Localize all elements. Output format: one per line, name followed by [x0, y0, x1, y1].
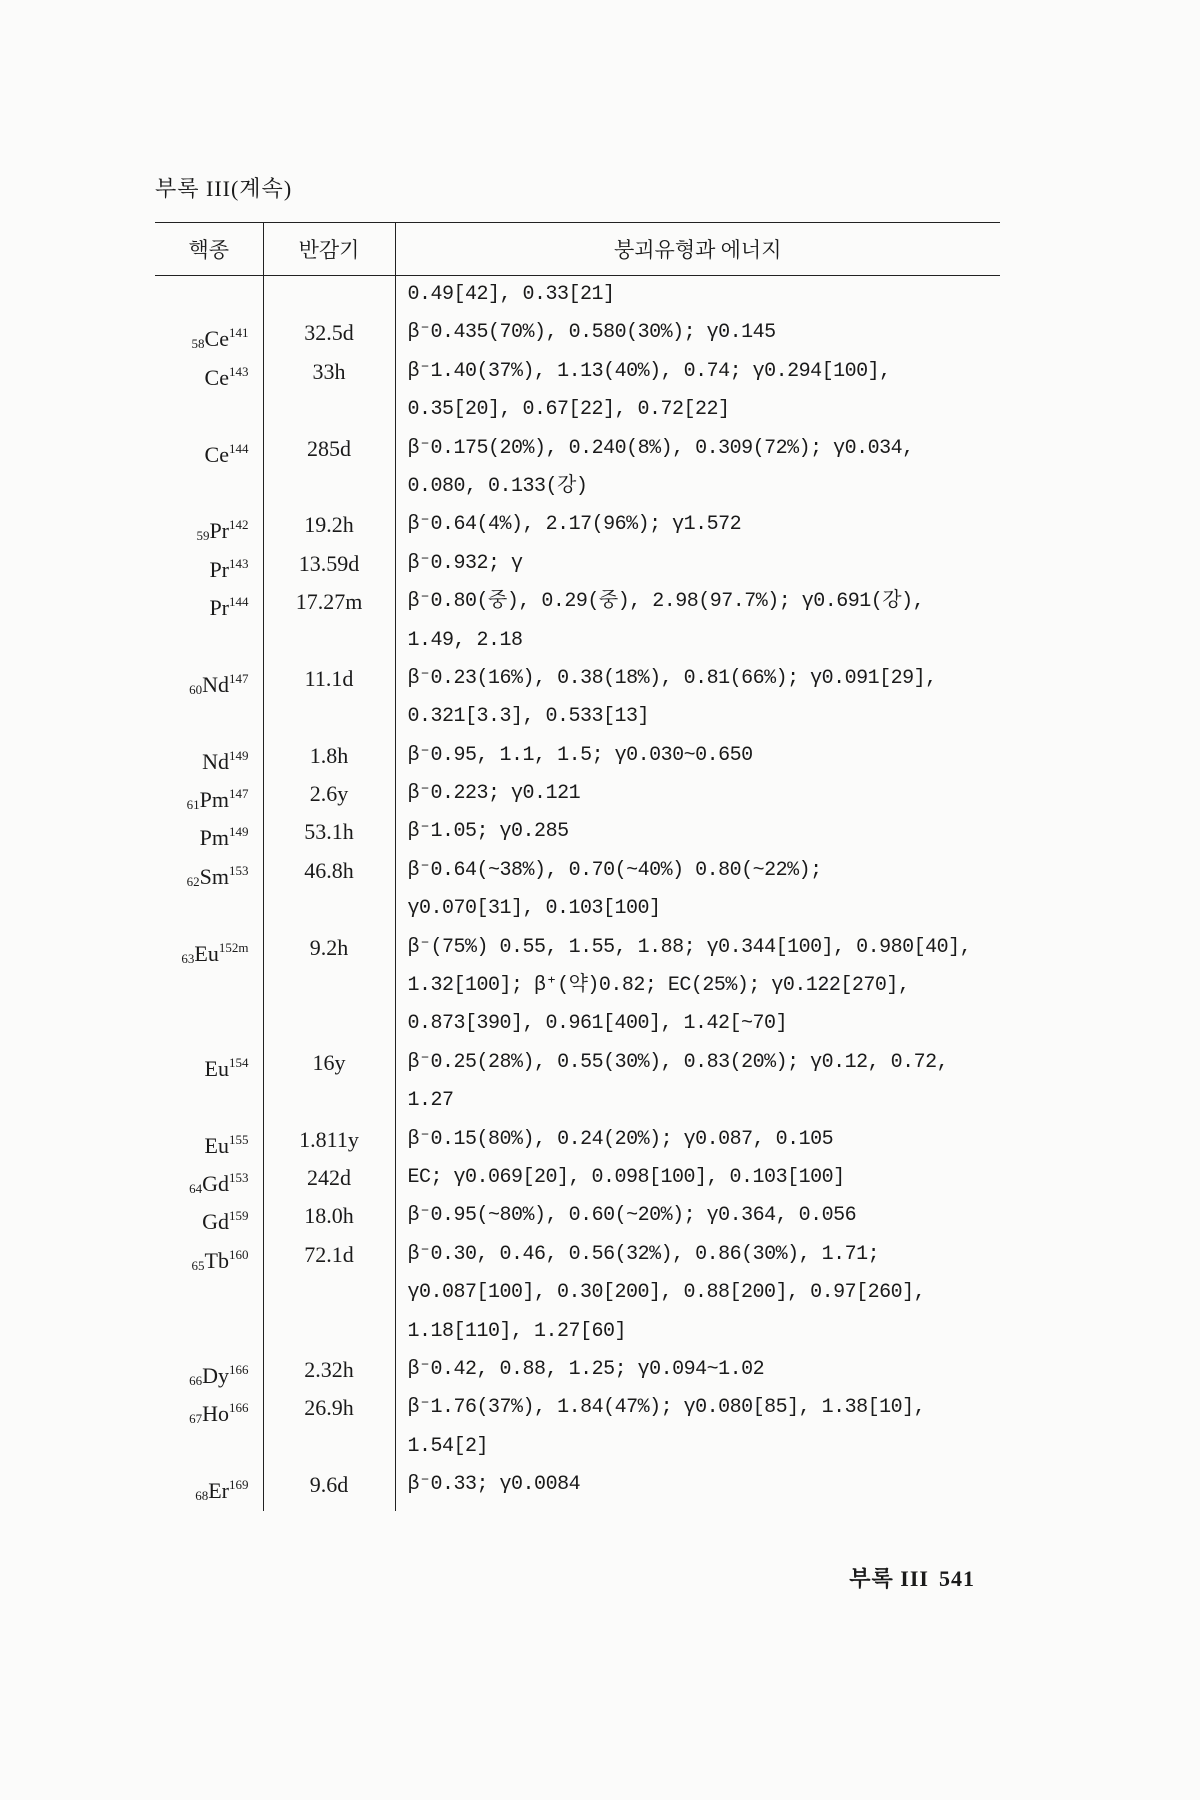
table-row — [155, 1197, 1000, 1235]
element-symbol: Eu — [204, 1055, 229, 1081]
decay-line: β⁻0.15(80%), 0.24(20%); γ0.087, 0.105 — [407, 1127, 834, 1151]
nuclide-cell — [155, 1159, 263, 1197]
decay-line: β⁻0.64(4%), 2.17(96%); γ1.572 — [407, 513, 742, 537]
nuclide-cell — [155, 775, 263, 813]
mass-number: 166 — [229, 1361, 249, 1377]
nuclide-cell — [155, 1197, 263, 1235]
column-header-nuclide: 핵종 — [155, 223, 263, 276]
nuclide-symbol — [155, 314, 249, 352]
nuclide-cell — [155, 506, 263, 544]
decay-line: β⁻0.23(16%), 0.38(18%), 0.81(66%); γ0.091[29], — [407, 666, 937, 690]
decay-line: 1.27 — [407, 1089, 454, 1113]
half-life-value: 285d — [307, 435, 351, 461]
element-symbol: Nd — [202, 748, 229, 774]
decay-cell — [395, 353, 1000, 430]
atomic-number: 67 — [189, 1411, 203, 1427]
nuclide-symbol — [155, 775, 249, 813]
nuclide-cell — [155, 1236, 263, 1351]
half-life-cell — [263, 929, 395, 1044]
page-footer — [849, 1562, 975, 1593]
table-row — [155, 1466, 1000, 1510]
table-row — [155, 506, 1000, 544]
decay-line: γ0.070[31], 0.103[100] — [407, 897, 661, 921]
mass-number: 153 — [229, 862, 249, 878]
atomic-number: 68 — [195, 1488, 209, 1504]
decay-line: 1.54[2] — [407, 1434, 489, 1458]
decay-line: 0.080, 0.133(강) — [407, 474, 588, 498]
half-life-value: 2.32h — [304, 1356, 354, 1382]
footer-section: 부록 III — [849, 1566, 929, 1591]
decay-cell — [395, 1121, 1000, 1159]
half-life-value: 242d — [307, 1164, 351, 1190]
half-life-value: 19.2h — [304, 512, 354, 538]
half-life-cell — [263, 1159, 395, 1197]
decay-cell — [395, 1044, 1000, 1121]
element-symbol: Pm — [199, 825, 229, 851]
mass-number: 155 — [229, 1131, 249, 1147]
atomic-number: 58 — [191, 336, 205, 352]
decay-cell — [395, 929, 1000, 1044]
decay-cell — [395, 1197, 1000, 1235]
half-life-cell — [263, 314, 395, 352]
nuclide-symbol — [155, 1121, 249, 1159]
page-number: 541 — [939, 1566, 975, 1591]
nuclide-symbol — [155, 276, 249, 314]
half-life-value: 33h — [312, 358, 346, 384]
decay-line: β⁻0.25(28%), 0.55(30%), 0.83(20%); γ0.12, 0.72, — [407, 1050, 949, 1074]
decay-line: β⁻0.175(20%), 0.240(8%), 0.309(72%); γ0.034, — [407, 436, 914, 460]
table-row — [155, 353, 1000, 430]
half-life-cell — [263, 1466, 395, 1510]
nuclide-cell — [155, 813, 263, 851]
decay-line: β⁻0.64(~38%), 0.70(~40%) 0.80(~22%); — [407, 858, 822, 882]
atomic-number: 66 — [189, 1372, 203, 1388]
table-row — [155, 583, 1000, 660]
nuclide-symbol — [155, 1466, 249, 1504]
mass-number: 147 — [229, 670, 249, 686]
element-symbol: Eu — [194, 940, 219, 966]
mass-number: 144 — [229, 594, 249, 610]
table-row — [155, 430, 1000, 507]
decay-cell — [395, 1159, 1000, 1197]
decay-cell — [395, 737, 1000, 775]
half-life-value — [264, 276, 395, 314]
mass-number: 152m — [218, 939, 249, 955]
half-life-cell — [263, 276, 395, 315]
mass-number: 147 — [229, 786, 249, 802]
element-symbol: Pr — [209, 518, 229, 544]
decay-line: β⁻0.30, 0.46, 0.56(32%), 0.86(30%), 1.71; — [407, 1242, 880, 1266]
element-symbol: Dy — [202, 1362, 229, 1388]
element-symbol: Tb — [204, 1247, 229, 1273]
nuclide-symbol — [155, 737, 249, 775]
nuclide-symbol — [155, 813, 249, 851]
decay-line: β⁻0.80(중), 0.29(중), 2.98(97.7%); γ0.691(강), — [407, 590, 925, 614]
table-row — [155, 1159, 1000, 1197]
nuclide-cell — [155, 1121, 263, 1159]
decay-line: β⁻0.435(70%), 0.580(30%); γ0.145 — [407, 321, 776, 345]
nuclide-cell — [155, 1351, 263, 1389]
decay-line: 0.35[20], 0.67[22], 0.72[22] — [407, 398, 730, 422]
atomic-number: 62 — [186, 873, 200, 889]
table-row — [155, 737, 1000, 775]
table-row — [155, 1389, 1000, 1466]
page-header: 부록 III(계속) — [155, 176, 293, 201]
nuclide-symbol — [155, 430, 249, 468]
nuclide-symbol — [155, 929, 249, 967]
half-life-cell — [263, 1121, 395, 1159]
table-row — [155, 545, 1000, 583]
decay-line: β⁻0.33; γ0.0084 — [407, 1473, 581, 1497]
decay-cell — [395, 506, 1000, 544]
decay-cell — [395, 583, 1000, 660]
mass-number: 144 — [229, 440, 249, 456]
element-symbol: Eu — [204, 1132, 229, 1158]
half-life-value: 9.2h — [309, 934, 349, 960]
nuclide-cell — [155, 1466, 263, 1510]
nuclide-symbol — [155, 1389, 249, 1427]
decay-line: β⁻(75%) 0.55, 1.55, 1.88; γ0.344[100], 0.980[40], — [407, 935, 972, 959]
mass-number: 149 — [229, 824, 249, 840]
decay-line: β⁻0.932; γ — [407, 551, 523, 575]
half-life-cell — [263, 1236, 395, 1351]
element-symbol: Nd — [202, 671, 229, 697]
decay-line: 1.49, 2.18 — [407, 628, 523, 652]
atomic-number: 65 — [191, 1257, 205, 1273]
atomic-number: 63 — [181, 950, 195, 966]
decay-cell — [395, 1466, 1000, 1510]
mass-number: 169 — [229, 1477, 249, 1493]
nuclide-cell — [155, 545, 263, 583]
decay-cell — [395, 545, 1000, 583]
mass-number: 141 — [229, 325, 249, 341]
element-symbol: Pr — [209, 595, 229, 621]
decay-cell — [395, 314, 1000, 352]
half-life-value: 16y — [312, 1049, 346, 1075]
decay-line: 1.32[100]; β⁺(약)0.82; EC(25%); γ0.122[270], — [407, 974, 910, 998]
decay-cell — [395, 1351, 1000, 1389]
nuclide-cell — [155, 314, 263, 352]
half-life-value: 11.1d — [304, 665, 354, 691]
half-life-cell — [263, 737, 395, 775]
mass-number: 149 — [229, 747, 249, 763]
half-life-cell — [263, 545, 395, 583]
decay-line: β⁻0.95, 1.1, 1.5; γ0.030~0.650 — [407, 743, 753, 767]
table-row — [155, 929, 1000, 1044]
nuclide-cell — [155, 660, 263, 737]
decay-line: β⁻1.40(37%), 1.13(40%), 0.74; γ0.294[100], — [407, 359, 891, 383]
table-row — [155, 1351, 1000, 1389]
half-life-value: 17.27m — [295, 589, 363, 615]
half-life-cell — [263, 852, 395, 929]
half-life-cell — [263, 430, 395, 507]
table-header-row — [155, 223, 1000, 276]
nuclide-symbol — [155, 506, 249, 544]
decay-cell — [395, 852, 1000, 929]
column-header-half-life: 반감기 — [263, 223, 395, 276]
element-symbol: Gd — [202, 1170, 229, 1196]
nuclide-symbol — [155, 1197, 249, 1235]
element-symbol: Pm — [199, 787, 229, 813]
table-row — [155, 660, 1000, 737]
element-symbol: Er — [208, 1478, 229, 1504]
nuclide-symbol — [155, 1159, 249, 1197]
half-life-cell — [263, 353, 395, 430]
nuclide-cell — [155, 929, 263, 1044]
table-row — [155, 852, 1000, 929]
atomic-number: 59 — [196, 528, 210, 544]
nuclide-symbol — [155, 583, 249, 621]
nuclide-cell — [155, 276, 263, 315]
decay-line: EC; γ0.069[20], 0.098[100], 0.103[100] — [407, 1165, 845, 1189]
table-row — [155, 813, 1000, 851]
atomic-number: 61 — [186, 797, 200, 813]
element-symbol: Sm — [199, 863, 229, 889]
nuclide-symbol — [155, 660, 249, 698]
half-life-value: 46.8h — [304, 857, 354, 883]
decay-line: β⁻1.05; γ0.285 — [407, 820, 569, 844]
mass-number: 153 — [229, 1169, 249, 1185]
decay-line: 1.18[110], 1.27[60] — [407, 1319, 627, 1343]
nuclide-symbol — [155, 1236, 249, 1274]
element-symbol: Pr — [209, 556, 229, 582]
half-life-value: 32.5d — [304, 320, 354, 346]
decay-line: β⁻0.42, 0.88, 1.25; γ0.094~1.02 — [407, 1357, 765, 1381]
nuclide-symbol — [155, 545, 249, 583]
half-life-value: 13.59d — [298, 550, 360, 576]
element-symbol: Ho — [202, 1401, 229, 1427]
mass-number: 160 — [229, 1246, 249, 1262]
decay-line: β⁻1.76(37%), 1.84(47%); γ0.080[85], 1.38[10], — [407, 1396, 926, 1420]
table-row — [155, 775, 1000, 813]
decay-line: γ0.087[100], 0.30[200], 0.88[200], 0.97[260], — [407, 1281, 926, 1305]
half-life-value: 9.6d — [309, 1472, 349, 1498]
half-life-cell — [263, 660, 395, 737]
mass-number: 154 — [229, 1054, 249, 1070]
half-life-value: 53.1h — [304, 819, 354, 845]
decay-cell — [395, 775, 1000, 813]
half-life-value: 18.0h — [304, 1203, 354, 1229]
half-life-cell — [263, 1197, 395, 1235]
mass-number: 143 — [229, 363, 249, 379]
nuclide-table-container — [155, 222, 1000, 1511]
half-life-value: 26.9h — [304, 1395, 354, 1421]
nuclide-cell — [155, 430, 263, 507]
decay-line: 0.873[390], 0.961[400], 1.42[~70] — [407, 1012, 788, 1036]
half-life-cell — [263, 1044, 395, 1121]
nuclide-cell — [155, 1389, 263, 1466]
mass-number: 159 — [229, 1208, 249, 1224]
half-life-cell — [263, 506, 395, 544]
nuclide-cell — [155, 737, 263, 775]
mass-number: 143 — [229, 555, 249, 571]
column-header-decay: 붕괴유형과 에너지 — [395, 223, 1000, 276]
table-row — [155, 1044, 1000, 1121]
half-life-value: 72.1d — [304, 1241, 354, 1267]
half-life-value: 1.8h — [309, 742, 349, 768]
half-life-cell — [263, 1389, 395, 1466]
nuclide-cell — [155, 852, 263, 929]
half-life-cell — [263, 813, 395, 851]
half-life-cell — [263, 1351, 395, 1389]
element-symbol: Gd — [202, 1209, 229, 1235]
decay-cell — [395, 660, 1000, 737]
element-symbol: Ce — [204, 326, 229, 352]
table-body — [155, 276, 1000, 1511]
nuclide-cell — [155, 583, 263, 660]
atomic-number: 64 — [189, 1180, 203, 1196]
mass-number: 142 — [229, 517, 249, 533]
mass-number: 166 — [229, 1400, 249, 1416]
nuclide-table — [155, 222, 1000, 1511]
table-row — [155, 276, 1000, 315]
element-symbol: Ce — [204, 364, 229, 390]
decay-cell — [395, 276, 1000, 315]
half-life-cell — [263, 583, 395, 660]
nuclide-symbol — [155, 1044, 249, 1082]
half-life-value: 2.6y — [309, 781, 349, 807]
nuclide-symbol — [155, 1351, 249, 1389]
decay-cell — [395, 430, 1000, 507]
half-life-value: 1.811y — [299, 1126, 359, 1152]
half-life-cell — [263, 775, 395, 813]
decay-cell — [395, 1389, 1000, 1466]
table-row — [155, 1236, 1000, 1351]
atomic-number: 60 — [189, 681, 203, 697]
element-symbol: Ce — [204, 441, 229, 467]
decay-cell — [395, 813, 1000, 851]
decay-line: 0.49[42], 0.33[21] — [407, 283, 615, 306]
table-row — [155, 1121, 1000, 1159]
nuclide-symbol — [155, 353, 249, 391]
nuclide-cell — [155, 1044, 263, 1121]
decay-cell — [395, 1236, 1000, 1351]
table-row — [155, 314, 1000, 352]
decay-line: β⁻0.95(~80%), 0.60(~20%); γ0.364, 0.056 — [407, 1204, 857, 1228]
decay-line: 0.321[3.3], 0.533[13] — [407, 705, 650, 729]
nuclide-cell — [155, 353, 263, 430]
nuclide-symbol — [155, 852, 249, 890]
decay-line: β⁻0.223; γ0.121 — [407, 782, 581, 806]
